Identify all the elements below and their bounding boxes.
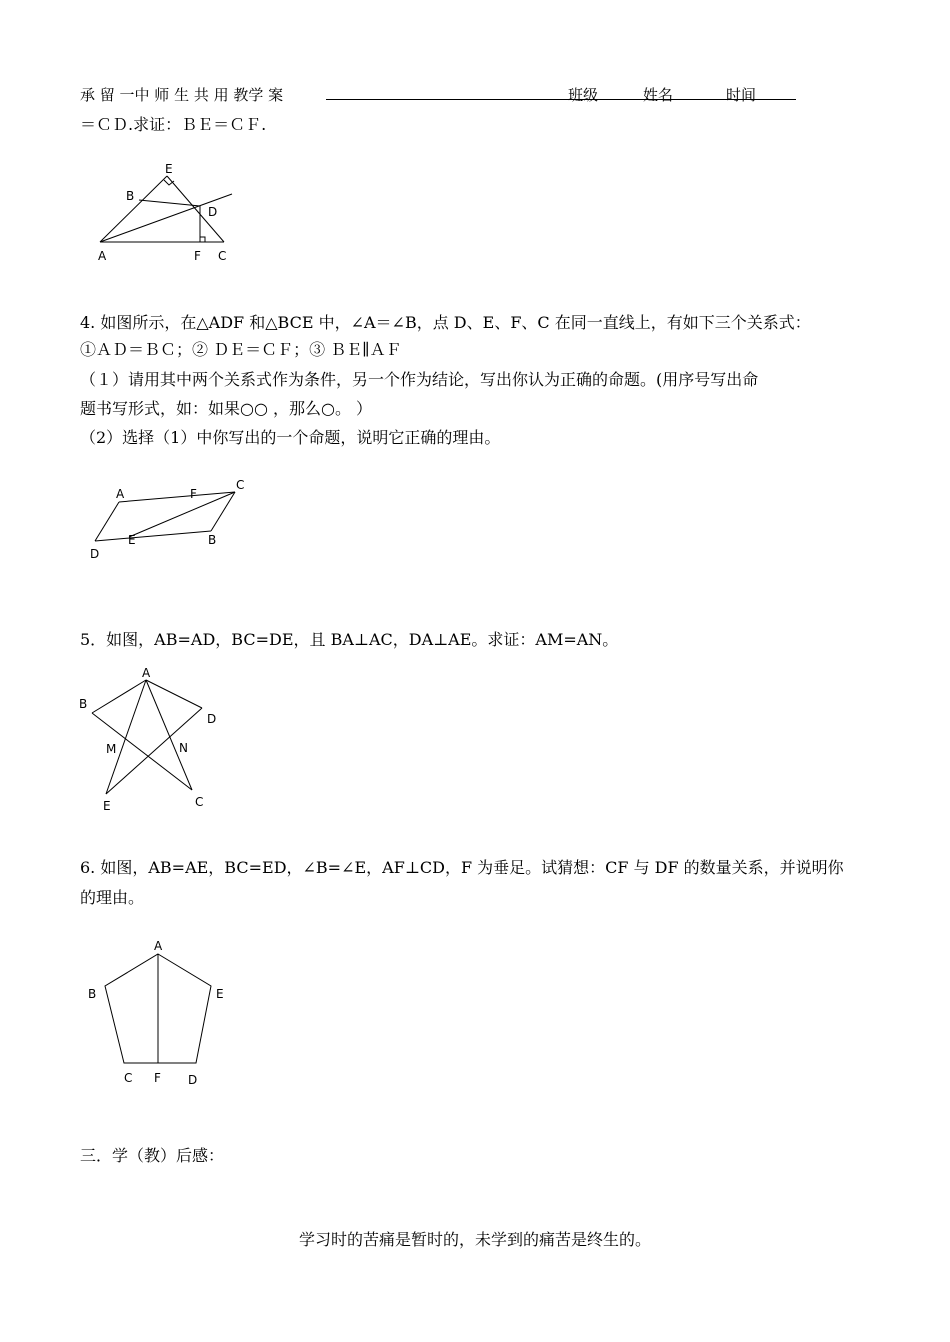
header-name-label: 姓名 xyxy=(643,86,674,104)
fig2-label-e: E xyxy=(128,533,136,547)
fig1-label-e: E xyxy=(165,162,173,176)
fig3-label-a: A xyxy=(142,666,151,680)
q3-tail-text: ＝ＣＤ.求证：ＢＥ＝ＣＦ. xyxy=(80,115,267,134)
figure-2-parallelogram xyxy=(85,476,255,566)
header-time-label: 时间 xyxy=(726,86,757,104)
q6-line-1: 6. 如图，AB=AE，BC=ED，∠B=∠E，AF⊥CD，F 为垂足。试猜想：CF 与 DF 的数量关系，并说明你 xyxy=(80,858,844,877)
fig4-label-a: A xyxy=(154,939,163,953)
section-3-title: 三．学（教）后感： xyxy=(80,1146,225,1165)
fig4-label-c: C xyxy=(124,1071,133,1085)
q4-line-2: ①ＡＤ＝ＢＣ；② ＤＥ＝ＣＦ；③ ＢＥ∥ＡＦ xyxy=(80,340,402,359)
figure-4-pentagon xyxy=(80,934,240,1094)
q4-line-5: （2）选择（1）中你写出的一个命题，说明它正确的理由。 xyxy=(80,428,501,447)
fig3-label-n: N xyxy=(179,741,188,755)
fig1-label-c: C xyxy=(218,249,227,263)
fig4-label-e: E xyxy=(216,987,224,1001)
fig2-label-d: D xyxy=(90,547,100,561)
q4-line-3: （１）请用其中两个关系式作为条件，另一个作为结论，写出你认为正确的命题。(用序号写出命 xyxy=(80,370,759,389)
fig2-label-f: F xyxy=(190,487,197,501)
fig2-label-c: C xyxy=(236,478,245,492)
fig4-label-f: F xyxy=(154,1071,161,1085)
fig1-label-d: D xyxy=(208,205,218,219)
q6-line-2: 的理由。 xyxy=(80,888,145,907)
fig1-label-f: F xyxy=(194,249,201,263)
header-school: 承 留 一中 师 生 共 用 教学 案 xyxy=(80,86,284,104)
fig2-label-b: B xyxy=(208,533,217,547)
fig3-label-e: E xyxy=(103,799,111,813)
fig3-label-d: D xyxy=(207,712,217,726)
figure-1-triangle xyxy=(90,158,250,268)
fig3-label-m: M xyxy=(106,742,117,756)
q5-text: 5．如图，AB=AD，BC=DE，且 BA⊥AC，DA⊥AE。求证：AM=AN。 xyxy=(80,630,619,649)
fig3-label-c: C xyxy=(195,795,204,809)
figure-3-star xyxy=(74,658,224,818)
fig1-label-b: B xyxy=(126,189,135,203)
header-class-label: 班级 xyxy=(568,86,599,104)
q4-line-1: 4. 如图所示，在△ADF 和△BCE 中，∠A＝∠B，点 D、E、F、C 在同一直线上，有如下三个关系式： xyxy=(80,313,811,332)
fig2-label-a: A xyxy=(116,487,125,501)
fig3-label-b: B xyxy=(79,697,88,711)
fig4-label-d: D xyxy=(188,1073,198,1087)
footer-quote: 学习时的苦痛是暂时的，未学到的痛苦是终生的。 xyxy=(298,1230,651,1249)
fig4-label-b: B xyxy=(88,987,97,1001)
q4-line-4: 题书写形式，如：如果○○ ，那么○。 ） xyxy=(80,399,373,418)
fig1-label-a: A xyxy=(98,249,107,263)
